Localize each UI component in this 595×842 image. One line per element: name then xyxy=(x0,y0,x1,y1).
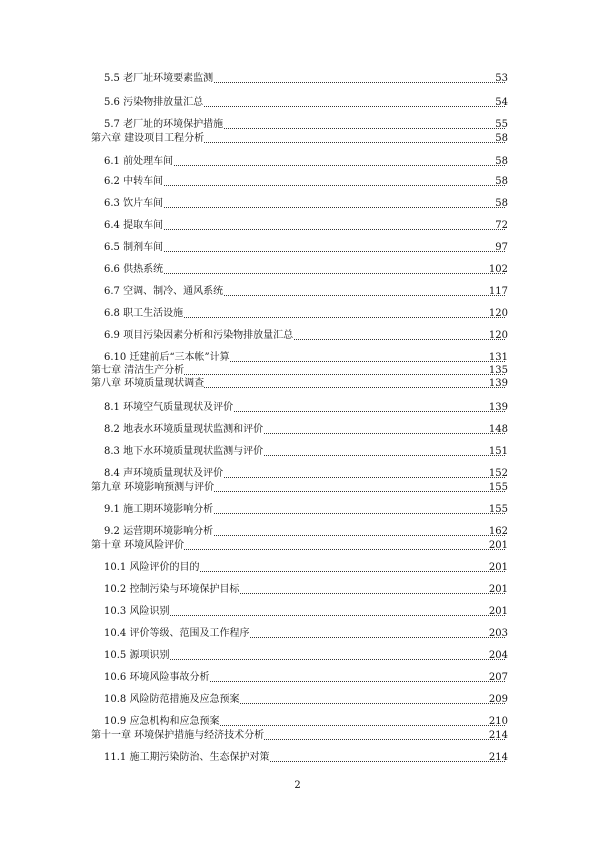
toc-entry-page: 58 xyxy=(495,198,508,209)
toc-entry-title: 6.9 项目污染因素分析和污染物排放量汇总 xyxy=(104,330,294,341)
toc-entry-title: 5.5 老厂址环境要素监测 xyxy=(104,73,214,84)
toc-entry-page: 214 xyxy=(488,730,508,741)
toc-entry-title: 5.6 污染物排放量汇总 xyxy=(104,97,204,108)
dot-leader xyxy=(104,229,505,230)
toc-entry-title: 6.3 饮片车间 xyxy=(104,198,164,209)
toc-entry-title: 10.1 风险评价的目的 xyxy=(104,562,200,573)
toc-entry-title: 8.1 环境空气质量现状及评价 xyxy=(104,402,234,413)
toc-entry-page: 120 xyxy=(488,308,508,319)
toc-entry-title: 第七章 清洁生产分析 xyxy=(91,365,185,376)
toc-entry-title: 6.8 职工生活设施 xyxy=(104,308,184,319)
toc-section-entry[interactable] xyxy=(0,423,595,437)
toc-entry-title: 11.1 施工期污染防治、生态保护对策 xyxy=(104,752,270,763)
toc-entry-page: 201 xyxy=(488,584,508,595)
toc-section-entry[interactable] xyxy=(0,219,595,233)
toc-entry-page: 58 xyxy=(495,176,508,187)
toc-section-entry[interactable] xyxy=(0,503,595,517)
toc-entry-title: 6.6 供热系统 xyxy=(104,264,164,275)
toc-entry-page: 207 xyxy=(488,672,508,683)
toc-section-entry[interactable] xyxy=(0,285,595,299)
toc-section-entry[interactable] xyxy=(0,751,595,765)
toc-section-entry[interactable] xyxy=(0,445,595,459)
toc-entry-page: 201 xyxy=(488,606,508,617)
toc-chapter-entry[interactable] xyxy=(0,364,595,378)
toc-section-entry[interactable] xyxy=(0,118,595,132)
dot-leader xyxy=(104,207,505,208)
toc-entry-page: 58 xyxy=(495,133,508,144)
toc-entry-title: 8.2 地表水环境质量现状监测和评价 xyxy=(104,424,264,435)
toc-entry-page: 139 xyxy=(488,402,508,413)
toc-entry-page: 102 xyxy=(488,264,508,275)
toc-section-entry[interactable] xyxy=(0,401,595,415)
toc-entry-title: 10.8 风险防范措施及应急预案 xyxy=(104,694,240,705)
toc-entry-page: 58 xyxy=(495,156,508,167)
toc-section-entry[interactable] xyxy=(0,583,595,597)
toc-section-entry[interactable] xyxy=(0,561,595,575)
toc-section-entry[interactable] xyxy=(0,605,595,619)
toc-section-entry[interactable] xyxy=(0,649,595,663)
toc-entry-title: 第八章 环境质量现状调查 xyxy=(91,378,205,389)
toc-entry-title: 第六章 建设项目工程分析 xyxy=(91,133,205,144)
toc-entry-page: 155 xyxy=(488,482,508,493)
toc-entry-title: 10.5 源项识别 xyxy=(104,650,170,661)
toc-section-entry[interactable] xyxy=(0,627,595,641)
toc-entry-page: 155 xyxy=(488,504,508,515)
toc-entry-title: 6.1 前处理车间 xyxy=(104,156,174,167)
toc-chapter-entry[interactable] xyxy=(0,539,595,553)
dot-leader xyxy=(104,273,505,274)
toc-entry-title: 6.4 提取车间 xyxy=(104,220,164,231)
toc-entry-title: 6.7 空调、制冷、通风系统 xyxy=(104,286,224,297)
toc-section-entry[interactable] xyxy=(0,175,595,189)
toc-entry-title: 10.9 应急机构和应急预案 xyxy=(104,716,220,727)
toc-entry-page: 203 xyxy=(488,628,508,639)
toc-entry-title: 6.2 中转车间 xyxy=(104,176,164,187)
toc-entry-title: 6.5 制剂车间 xyxy=(104,242,164,253)
toc-entry-page: 148 xyxy=(488,424,508,435)
toc-entry-title: 9.2 运营期环境影响分析 xyxy=(104,526,214,537)
toc-entry-title: 10.3 风险识别 xyxy=(104,606,170,617)
toc-entry-page: 131 xyxy=(488,352,508,363)
toc-entry-page: 139 xyxy=(488,378,508,389)
toc-entry-title: 6.10 迁建前后“三本帐”计算 xyxy=(104,352,230,363)
toc-entry-page: 151 xyxy=(488,446,508,457)
toc-entry-page: 53 xyxy=(495,73,508,84)
toc-entry-page: 162 xyxy=(488,526,508,537)
toc-entry-page: 152 xyxy=(488,468,508,479)
toc-entry-page: 204 xyxy=(488,650,508,661)
toc-entry-page: 135 xyxy=(488,365,508,376)
toc-section-entry[interactable] xyxy=(0,241,595,255)
dot-leader xyxy=(104,251,505,252)
page-number: 2 xyxy=(294,780,301,791)
toc-chapter-entry[interactable] xyxy=(0,481,595,495)
toc-entry-title: 8.3 地下水环境质量现状监测与评价 xyxy=(104,446,264,457)
toc-section-entry[interactable] xyxy=(0,263,595,277)
toc-section-entry[interactable] xyxy=(0,72,595,86)
toc-entry-title: 10.4 评价等级、范围及工作程序 xyxy=(104,628,250,639)
toc-entry-title: 8.4 声环境质量现状及评价 xyxy=(104,468,224,479)
toc-section-entry[interactable] xyxy=(0,715,595,729)
toc-chapter-entry[interactable] xyxy=(0,377,595,391)
dot-leader xyxy=(104,185,505,186)
toc-entry-title: 9.1 施工期环境影响分析 xyxy=(104,504,214,515)
toc-section-entry[interactable] xyxy=(0,693,595,707)
toc-entry-page: 209 xyxy=(488,694,508,705)
toc-section-entry[interactable] xyxy=(0,155,595,169)
toc-section-entry[interactable] xyxy=(0,307,595,321)
toc-entry-page: 120 xyxy=(488,330,508,341)
toc-chapter-entry[interactable] xyxy=(0,132,595,146)
toc-entry-page: 201 xyxy=(488,562,508,573)
toc-entry-page: 97 xyxy=(495,242,508,253)
toc-section-entry[interactable] xyxy=(0,525,595,539)
toc-section-entry[interactable] xyxy=(0,96,595,110)
toc-entry-page: 72 xyxy=(495,220,508,231)
toc-section-entry[interactable] xyxy=(0,467,595,481)
toc-chapter-entry[interactable] xyxy=(0,729,595,743)
toc-section-entry[interactable] xyxy=(0,329,595,343)
toc-entry-title: 5.7 老厂址的环境保护措施 xyxy=(104,119,224,130)
toc-entry-title: 10.6 环境风险事故分析 xyxy=(104,672,210,683)
toc-entry-title: 10.2 控制污染与环境保护目标 xyxy=(104,584,240,595)
toc-entry-page: 117 xyxy=(488,286,508,297)
toc-section-entry[interactable] xyxy=(0,351,595,365)
toc-entry-page: 210 xyxy=(488,716,508,727)
toc-entry-page: 214 xyxy=(488,752,508,763)
toc-entry-page: 54 xyxy=(495,97,508,108)
toc-section-entry[interactable] xyxy=(0,197,595,211)
toc-entry-title: 第九章 环境影响预测与评价 xyxy=(91,482,215,493)
toc-entry-page: 55 xyxy=(495,119,508,130)
toc-section-entry[interactable] xyxy=(0,671,595,685)
toc-entry-title: 第十一章 环境保护措施与经济技术分析 xyxy=(91,730,265,741)
toc-entry-title: 第十章 环境风险评价 xyxy=(91,540,185,551)
toc-entry-page: 201 xyxy=(488,540,508,551)
